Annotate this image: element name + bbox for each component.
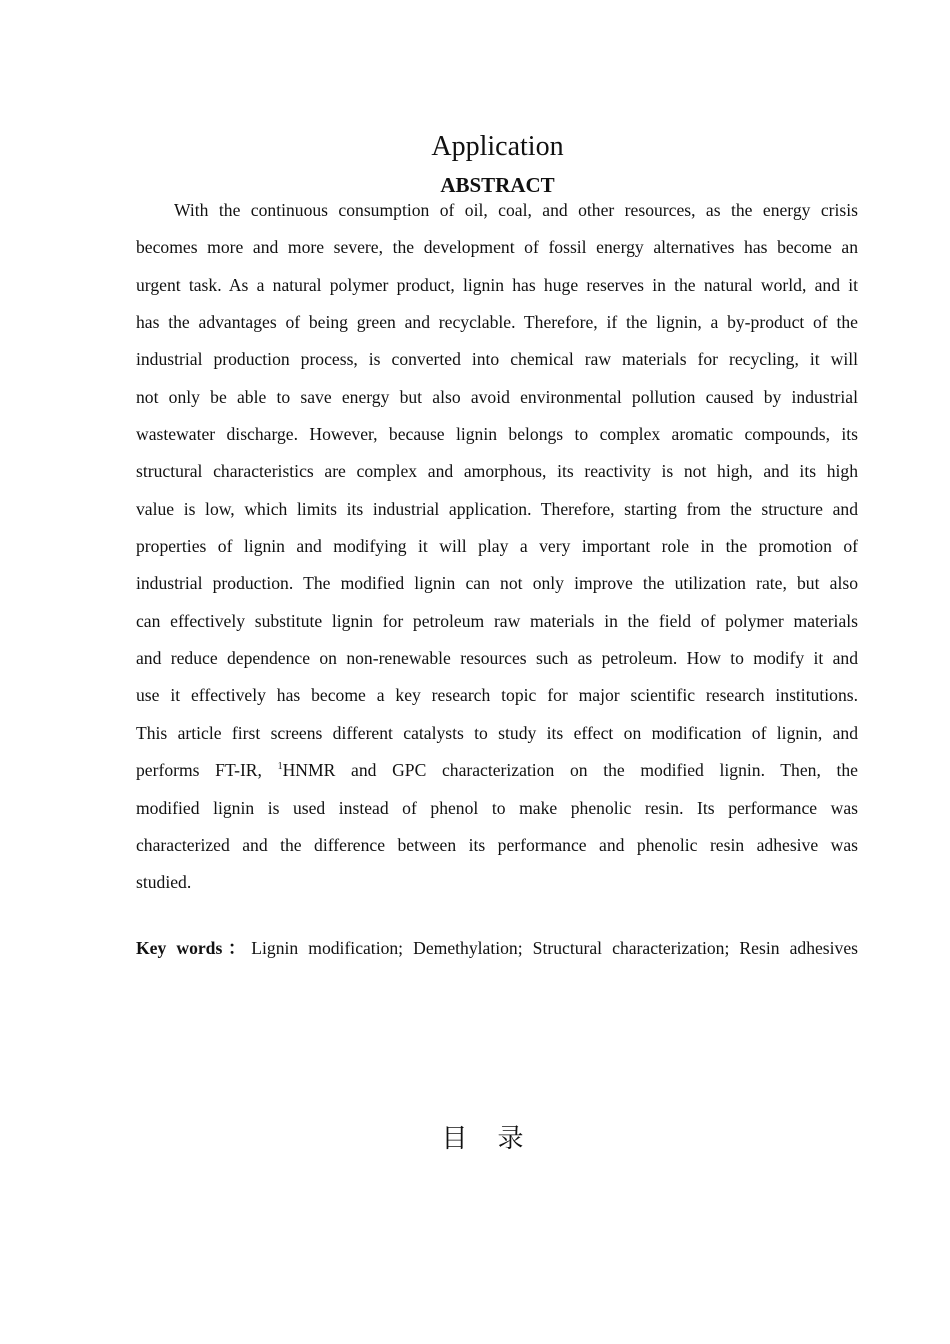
abstract-line: industrial production. The modified lignin can not only improve the utilization rate, but also bbox=[136, 573, 858, 594]
line-text: HNMR and GPC characterization on the modified lignin. Then, the bbox=[282, 760, 858, 781]
abstract-heading: ABSTRACT bbox=[440, 173, 555, 197]
abstract-line: studied. bbox=[136, 872, 192, 893]
abstract-line: industrial production process, is converted into chemical raw materials for recycling, it will bbox=[136, 349, 858, 370]
keywords-label: Key words： bbox=[136, 938, 252, 958]
abstract-line: value is low, which limits its industrial application. Therefore, starting from the structure and bbox=[136, 498, 858, 519]
abstract-line: and reduce dependence on non-renewable resources such as petroleum. How to modify it and bbox=[136, 648, 858, 669]
abstract-line: structural characteristics are complex and amorphous, its reactivity is not high, and its high bbox=[136, 461, 858, 482]
abstract-line: becomes more and more severe, the development of fossil energy alternatives has become an bbox=[136, 237, 858, 258]
abstract-line bbox=[136, 758, 858, 795]
abstract-body bbox=[136, 198, 858, 908]
abstract-line: not only be able to save energy but also avoid environmental pollution caused by industrial bbox=[136, 386, 858, 407]
toc-heading: 目录 bbox=[441, 1124, 554, 1154]
keywords bbox=[136, 936, 858, 960]
superscript: 1 bbox=[277, 761, 283, 773]
abstract-line: properties of lignin and modifying it will play a very important role in the promotion of bbox=[136, 536, 858, 557]
abstract-line: urgent task. As a natural polymer product, lignin has huge reserves in the natural world, and it bbox=[136, 274, 858, 295]
page-title: Application bbox=[431, 131, 564, 162]
abstract-line: modified lignin is used instead of phenol to make phenolic resin. Its performance was bbox=[136, 797, 858, 818]
abstract-line: use it effectively has become a key research topic for major scientific research institutions. bbox=[136, 685, 858, 706]
abstract-line: can effectively substitute lignin for petroleum raw materials in the field of polymer materials bbox=[136, 610, 858, 631]
abstract-line: With the continuous consumption of oil, coal, and other resources, as the energy crisis bbox=[174, 200, 858, 220]
abstract-line: has the advantages of being green and recyclable. Therefore, if the lignin, a by-product of the bbox=[136, 312, 858, 333]
abstract-line: characterized and the difference between its performance and phenolic resin adhesive was bbox=[136, 834, 858, 855]
line-text: performs FT-IR, bbox=[136, 760, 278, 781]
keywords-text: Lignin modification; Demethylation; Structural characterization; Resin adhesives bbox=[251, 938, 858, 958]
abstract-line: This article first screens different catalysts to study its effect on modification of lignin, and bbox=[136, 722, 858, 743]
abstract-line: wastewater discharge. However, because lignin belongs to complex aromatic compounds, its bbox=[136, 424, 858, 445]
